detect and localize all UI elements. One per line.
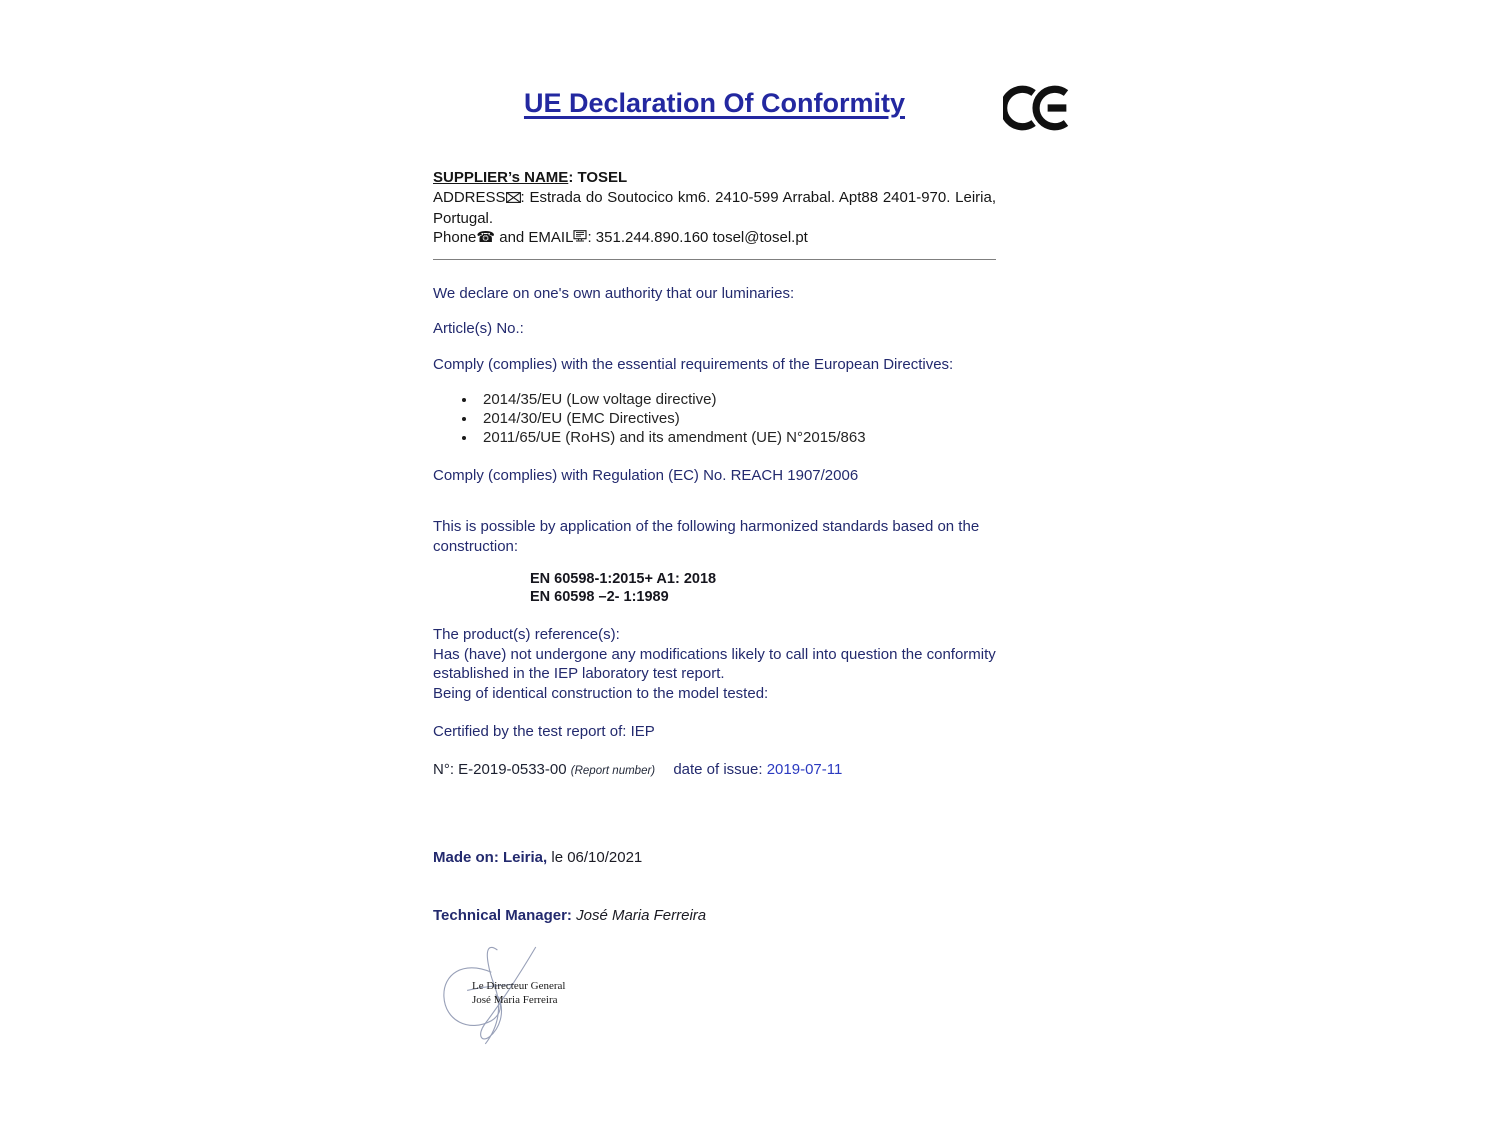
supplier-name-value: : TOSEL [568,169,628,186]
technical-manager-value: José Maria Ferreira [571,907,707,924]
report-number-note: (Report number) [570,765,656,777]
signature-text [472,980,565,1007]
signature-name: José Maria Ferreira [472,993,558,1006]
identical-construction-line: Being of identical construction to the model tested: [433,684,769,702]
comply-directives-line: Comply (complies) with the essential requirements of the European Directives: [433,356,954,373]
date-of-issue-value: 2019-07-11 [766,761,843,778]
divider-line [433,259,996,260]
phone-icon: ☎ [476,228,496,247]
articles-no-line: Article(s) No.: [433,320,524,337]
report-number-line [433,760,996,782]
envelope-icon [506,189,521,209]
comply-reach-line: Comply (complies) with Regulation (EC) No. REACH 1907/2006 [433,467,859,484]
standard-item: EN 60598-1:2015+ A1: 2018 [530,571,717,587]
no-modifications-line: Has (have) not undergone any modifications likely to call into question the conformity established in the IEP laboratory test report. [433,645,996,682]
contact-value: : 351.244.890.160 tosel@tosel.pt [587,229,808,247]
certified-by-line: Certified by the test report of: IEP [433,723,655,740]
directive-item: • 2014/30/EU (EMC Directives) [477,410,1018,429]
directive-item: • 2014/35/EU (Low voltage directive) [477,391,1018,410]
supplier-name-label: SUPPLIER’s NAME [433,169,569,186]
page-title: UE Declaration Of Conformity [523,88,906,118]
made-on-line [433,848,996,868]
phone-label: Phone [433,229,477,247]
technical-manager-label: Technical Manager: [433,907,572,924]
date-of-issue-label: date of issue: [673,761,763,778]
signature-title: Le Directeur General [472,980,566,992]
directives-list [455,391,1018,447]
product-ref-line: The product(s) reference(s): [433,626,620,643]
made-on-value: le 06/10/2021 [547,849,643,866]
made-on-label: Made on: Leiria, [433,849,548,866]
standards-list [530,571,950,607]
directive-item: • 2011/65/UE (RoHS) and its amendment (UE) N°2015/863 [477,429,1018,448]
report-number: N°: E-2019-0533-00 [433,761,567,778]
supplier-contact-line [433,228,996,249]
address-value: : Estrada do Soutocico km6. 2410-599 Arrabal. Apt88 2401-970. Leiria, Portugal. [433,188,996,227]
harmonized-standards-intro: This is possible by application of the following harmonized standards based on the construction: [433,518,980,555]
computer-icon [573,229,587,249]
ce-mark-logo [1003,82,1075,134]
standard-item: EN 60598 –2- 1:1989 [530,588,669,605]
ce-icon [1003,82,1075,134]
supplier-address-line [433,188,996,229]
address-label: ADDRESS [433,188,506,206]
supplier-block [433,168,996,249]
supplier-name-line [433,168,996,188]
declaration-statement: We declare on one's own authority that our luminaries: [433,285,795,302]
and-email-label: and EMAIL [495,229,574,247]
technical-manager-line [433,906,996,926]
product-reference-block [433,625,996,703]
